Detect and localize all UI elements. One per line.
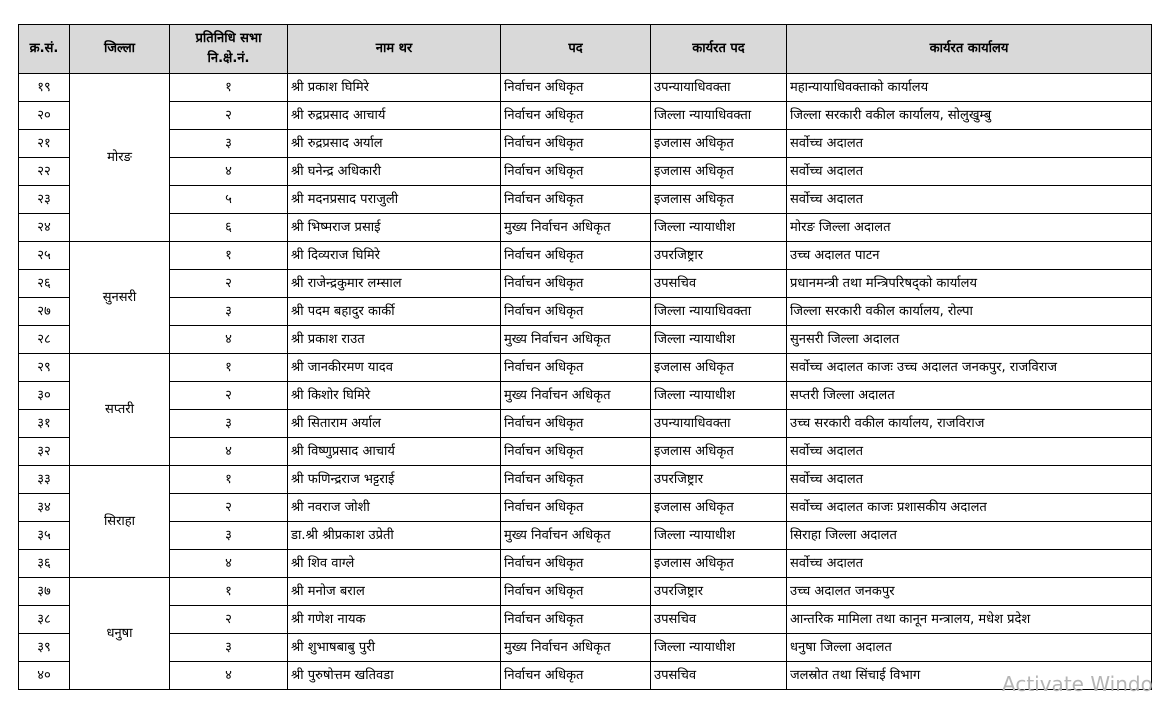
table-row [19, 662, 1152, 690]
cell-current-post: जिल्ला न्यायाधीश [651, 522, 787, 550]
cell-current-office: सप्तरी जिल्ला अदालत [787, 382, 1152, 410]
cell-role: निर्वाचन अधिकृत [501, 438, 651, 466]
cell-constituency: १ [170, 242, 288, 270]
cell-name: श्री दिव्यराज घिमिरे [288, 242, 501, 270]
cell-name: डा.श्री श्रीप्रकाश उप्रेती [288, 522, 501, 550]
cell-sn: ३९ [19, 634, 70, 662]
cell-constituency: ४ [170, 158, 288, 186]
cell-name: श्री घनेन्द्र अधिकारी [288, 158, 501, 186]
cell-constituency: ३ [170, 634, 288, 662]
cell-role: निर्वाचन अधिकृत [501, 494, 651, 522]
cell-current-office: सर्वोच्च अदालत [787, 186, 1152, 214]
cell-constituency: ४ [170, 438, 288, 466]
cell-role: मुख्य निर्वाचन अधिकृत [501, 522, 651, 550]
table-row [19, 102, 1152, 130]
cell-name: श्री सिताराम अर्याल [288, 410, 501, 438]
cell-constituency: २ [170, 102, 288, 130]
cell-sn: ३८ [19, 606, 70, 634]
cell-sn: ३३ [19, 466, 70, 494]
cell-current-post: उपरजिष्ट्रार [651, 466, 787, 494]
table-row [19, 634, 1152, 662]
cell-name: श्री प्रकाश घिमिरे [288, 74, 501, 102]
table-row [19, 550, 1152, 578]
table-header-row [19, 25, 1152, 74]
table-row [19, 466, 1152, 494]
table-row [19, 214, 1152, 242]
cell-role: निर्वाचन अधिकृत [501, 466, 651, 494]
cell-current-office: जिल्ला सरकारी वकील कार्यालय, सोलुखुम्बु [787, 102, 1152, 130]
cell-role: निर्वाचन अधिकृत [501, 662, 651, 690]
cell-name: श्री पुरुषोत्तम खतिवडा [288, 662, 501, 690]
cell-constituency: ३ [170, 522, 288, 550]
cell-current-office: महान्यायाधिवक्ताको कार्यालय [787, 74, 1152, 102]
cell-sn: २२ [19, 158, 70, 186]
table-row [19, 410, 1152, 438]
cell-sn: २३ [19, 186, 70, 214]
cell-sn: २७ [19, 298, 70, 326]
header-current-office: कार्यरत कार्यालय [787, 25, 1152, 74]
cell-role: मुख्य निर्वाचन अधिकृत [501, 326, 651, 354]
cell-role: निर्वाचन अधिकृत [501, 186, 651, 214]
cell-role: मुख्य निर्वाचन अधिकृत [501, 214, 651, 242]
cell-role: निर्वाचन अधिकृत [501, 242, 651, 270]
cell-district: धनुषा [70, 578, 170, 690]
table-row [19, 186, 1152, 214]
cell-name: श्री पदम बहादुर कार्की [288, 298, 501, 326]
cell-current-post: इजलास अधिकृत [651, 354, 787, 382]
cell-current-office: सिराहा जिल्ला अदालत [787, 522, 1152, 550]
cell-sn: २० [19, 102, 70, 130]
officer-table [18, 24, 1152, 690]
table-row [19, 606, 1152, 634]
cell-role: निर्वाचन अधिकृत [501, 74, 651, 102]
cell-sn: ३२ [19, 438, 70, 466]
cell-sn: ३७ [19, 578, 70, 606]
cell-sn: ३० [19, 382, 70, 410]
cell-name: श्री शिव वाग्ले [288, 550, 501, 578]
cell-role: मुख्य निर्वाचन अधिकृत [501, 634, 651, 662]
cell-sn: २४ [19, 214, 70, 242]
cell-current-post: उपन्यायाधिवक्ता [651, 74, 787, 102]
cell-constituency: ३ [170, 298, 288, 326]
table-row [19, 298, 1152, 326]
cell-constituency: ३ [170, 130, 288, 158]
cell-current-office: मोरङ जिल्ला अदालत [787, 214, 1152, 242]
cell-current-office: सर्वोच्च अदालत [787, 466, 1152, 494]
cell-role: निर्वाचन अधिकृत [501, 270, 651, 298]
cell-current-office: सर्वोच्च अदालत [787, 130, 1152, 158]
cell-constituency: १ [170, 74, 288, 102]
cell-constituency: २ [170, 494, 288, 522]
cell-current-post: इजलास अधिकृत [651, 130, 787, 158]
cell-constituency: ४ [170, 550, 288, 578]
cell-district: सुनसरी [70, 242, 170, 354]
cell-current-post: उपरजिष्ट्रार [651, 242, 787, 270]
cell-current-office: जिल्ला सरकारी वकील कार्यालय, रोल्पा [787, 298, 1152, 326]
cell-current-post: इजलास अधिकृत [651, 158, 787, 186]
cell-current-office: सुनसरी जिल्ला अदालत [787, 326, 1152, 354]
cell-role: निर्वाचन अधिकृत [501, 410, 651, 438]
header-current-post: कार्यरत पद [651, 25, 787, 74]
cell-current-post: जिल्ला न्यायाधीश [651, 214, 787, 242]
table-row [19, 382, 1152, 410]
cell-name: श्री भिष्मराज प्रसाई [288, 214, 501, 242]
cell-name: श्री शुभाषबाबु पुरी [288, 634, 501, 662]
table-row [19, 354, 1152, 382]
cell-current-office: सर्वोच्च अदालत काजः उच्च अदालत जनकपुर, राजविराज [787, 354, 1152, 382]
cell-current-post: इजलास अधिकृत [651, 186, 787, 214]
cell-current-post: जिल्ला न्यायाधीश [651, 326, 787, 354]
cell-current-office: जलस्रोत तथा सिंचाई विभाग [787, 662, 1152, 690]
cell-name: श्री नवराज जोशी [288, 494, 501, 522]
cell-constituency: ४ [170, 326, 288, 354]
cell-current-office: उच्च अदालत पाटन [787, 242, 1152, 270]
cell-name: श्री रुद्रप्रसाद आचार्य [288, 102, 501, 130]
cell-constituency: १ [170, 466, 288, 494]
cell-sn: ३१ [19, 410, 70, 438]
table-row [19, 130, 1152, 158]
cell-sn: ४० [19, 662, 70, 690]
cell-role: निर्वाचन अधिकृत [501, 298, 651, 326]
cell-constituency: १ [170, 354, 288, 382]
cell-current-office: सर्वोच्च अदालत [787, 158, 1152, 186]
cell-current-post: इजलास अधिकृत [651, 438, 787, 466]
table-row [19, 326, 1152, 354]
cell-current-office: सर्वोच्च अदालत काजः प्रशासकीय अदालत [787, 494, 1152, 522]
cell-current-office: उच्च सरकारी वकील कार्यालय, राजविराज [787, 410, 1152, 438]
cell-sn: ३५ [19, 522, 70, 550]
cell-role: निर्वाचन अधिकृत [501, 130, 651, 158]
cell-name: श्री मनोज बराल [288, 578, 501, 606]
cell-district: सिराहा [70, 466, 170, 578]
cell-current-post: उपसचिव [651, 270, 787, 298]
cell-current-office: धनुषा जिल्ला अदालत [787, 634, 1152, 662]
cell-current-post: जिल्ला न्यायाधिवक्ता [651, 102, 787, 130]
cell-current-post: जिल्ला न्यायाधीश [651, 634, 787, 662]
activate-windows-watermark: Activate Windo [1002, 672, 1153, 696]
table-row [19, 242, 1152, 270]
cell-current-office: प्रधानमन्त्री तथा मन्त्रिपरिषद्को कार्यालय [787, 270, 1152, 298]
cell-name: श्री मदनप्रसाद पराजुली [288, 186, 501, 214]
cell-sn: १९ [19, 74, 70, 102]
cell-role: निर्वाचन अधिकृत [501, 578, 651, 606]
cell-constituency: ३ [170, 410, 288, 438]
cell-role: निर्वाचन अधिकृत [501, 354, 651, 382]
cell-name: श्री विष्णुप्रसाद आचार्य [288, 438, 501, 466]
cell-current-post: इजलास अधिकृत [651, 494, 787, 522]
cell-role: निर्वाचन अधिकृत [501, 606, 651, 634]
cell-name: श्री गणेश नायक [288, 606, 501, 634]
cell-current-post: जिल्ला न्यायाधीश [651, 382, 787, 410]
table-row [19, 438, 1152, 466]
cell-current-post: उपसचिव [651, 662, 787, 690]
cell-current-office: उच्च अदालत जनकपुर [787, 578, 1152, 606]
table-row [19, 522, 1152, 550]
cell-sn: २९ [19, 354, 70, 382]
cell-name: श्री प्रकाश राउत [288, 326, 501, 354]
cell-current-post: उपन्यायाधिवक्ता [651, 410, 787, 438]
cell-name: श्री किशोर घिमिरे [288, 382, 501, 410]
cell-constituency: ५ [170, 186, 288, 214]
cell-sn: ३६ [19, 550, 70, 578]
cell-sn: २८ [19, 326, 70, 354]
cell-role: निर्वाचन अधिकृत [501, 102, 651, 130]
table-row [19, 270, 1152, 298]
cell-sn: २५ [19, 242, 70, 270]
cell-role: मुख्य निर्वाचन अधिकृत [501, 382, 651, 410]
cell-sn: ३४ [19, 494, 70, 522]
cell-current-office: सर्वोच्च अदालत [787, 550, 1152, 578]
cell-current-post: इजलास अधिकृत [651, 550, 787, 578]
cell-district: मोरङ [70, 74, 170, 242]
cell-name: श्री राजेन्द्रकुमार लम्साल [288, 270, 501, 298]
table-row [19, 494, 1152, 522]
cell-name: श्री रुद्रप्रसाद अर्याल [288, 130, 501, 158]
cell-current-office: आन्तरिक मामिला तथा कानून मन्त्रालय, मधेश प्रदेश [787, 606, 1152, 634]
cell-constituency: ४ [170, 662, 288, 690]
cell-role: निर्वाचन अधिकृत [501, 550, 651, 578]
cell-constituency: १ [170, 578, 288, 606]
cell-constituency: २ [170, 270, 288, 298]
cell-district: सप्तरी [70, 354, 170, 466]
cell-constituency: २ [170, 382, 288, 410]
header-sn: क्र.सं. [19, 25, 70, 74]
cell-sn: २६ [19, 270, 70, 298]
cell-role: निर्वाचन अधिकृत [501, 158, 651, 186]
header-role: पद [501, 25, 651, 74]
table-row [19, 158, 1152, 186]
cell-name: श्री जानकीरमण यादव [288, 354, 501, 382]
cell-current-post: उपसचिव [651, 606, 787, 634]
cell-current-office: सर्वोच्च अदालत [787, 438, 1152, 466]
header-district: जिल्ला [70, 25, 170, 74]
cell-constituency: ६ [170, 214, 288, 242]
table-row [19, 74, 1152, 102]
cell-sn: २१ [19, 130, 70, 158]
cell-constituency: २ [170, 606, 288, 634]
table-row [19, 578, 1152, 606]
header-constituency: प्रतिनिधि सभा नि.क्षे.नं. [170, 25, 288, 74]
header-name: नाम थर [288, 25, 501, 74]
cell-name: श्री फणिन्द्रराज भट्टराई [288, 466, 501, 494]
table-body [19, 74, 1152, 690]
cell-current-post: जिल्ला न्यायाधिवक्ता [651, 298, 787, 326]
cell-current-post: उपरजिष्ट्रार [651, 578, 787, 606]
